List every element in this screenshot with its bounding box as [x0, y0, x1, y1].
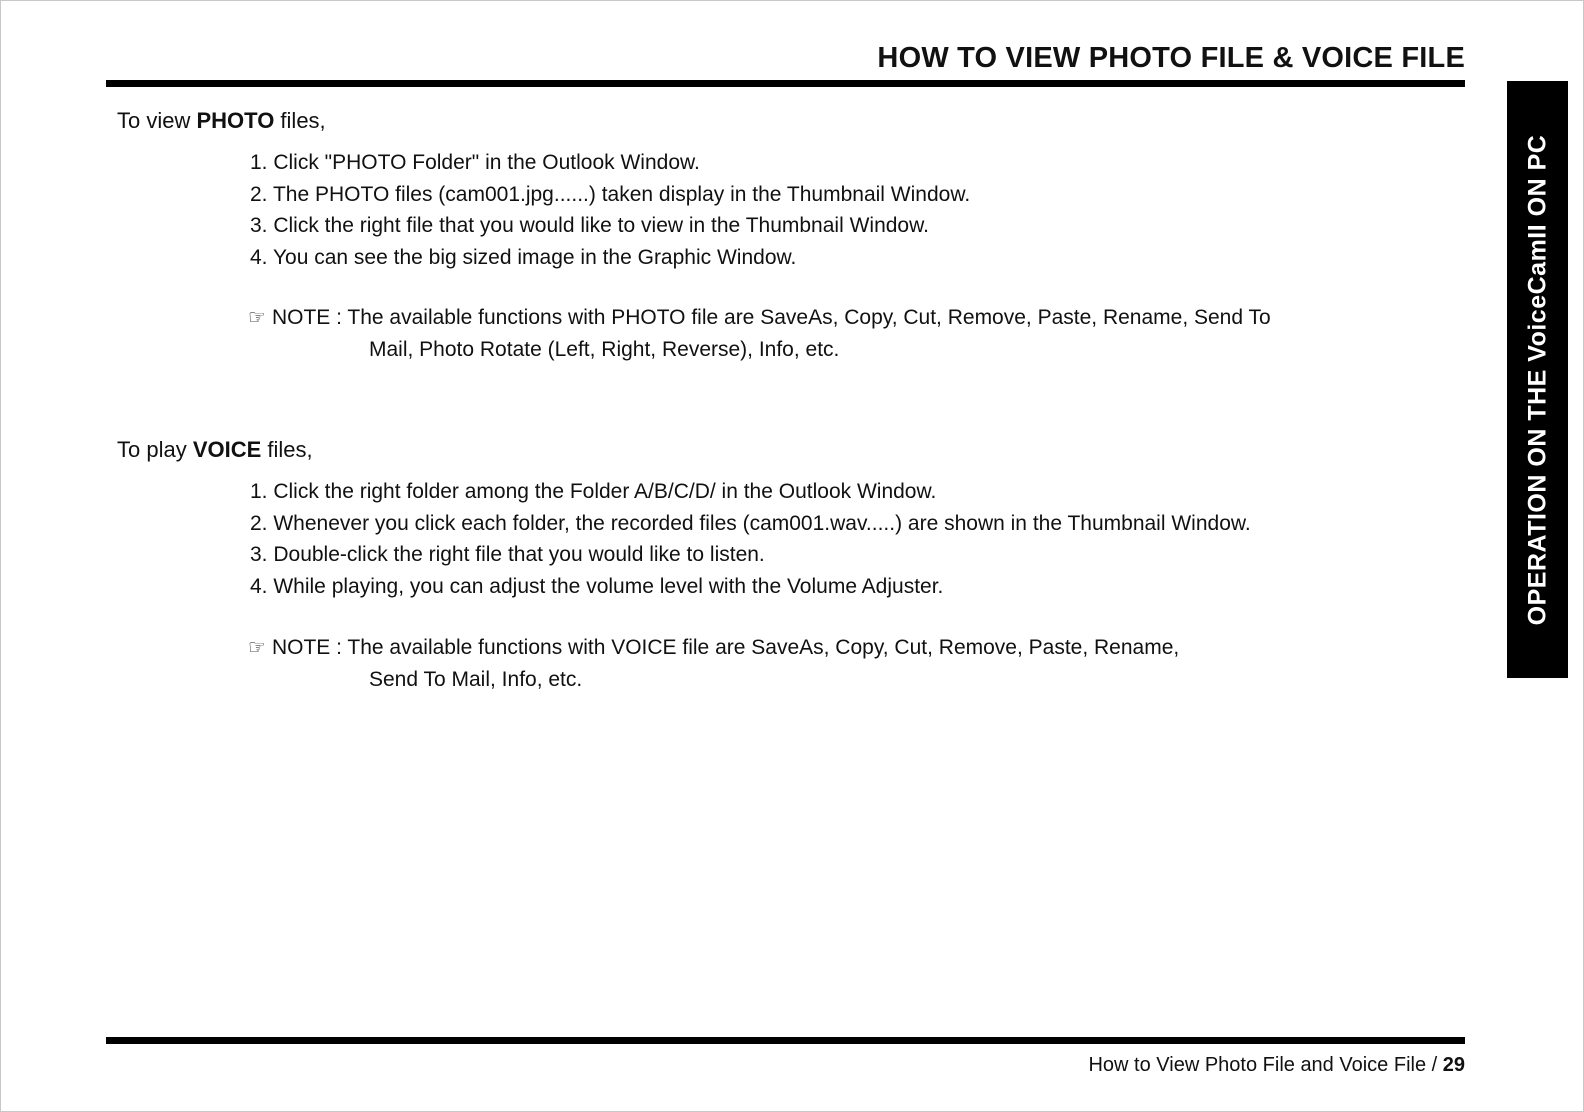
voice-heading-bold: VOICE — [192, 437, 262, 462]
page-title: HOW TO VIEW PHOTO FILE & VOICE FILE — [877, 42, 1465, 74]
photo-heading-suffix: files, — [274, 108, 326, 133]
page-footer — [1088, 1054, 1465, 1077]
voice-heading-prefix: To play — [117, 437, 193, 462]
voice-step: 4. While playing, you can adjust the volume level with the Volume Adjuster. — [250, 574, 944, 598]
photo-step: 1. Click "PHOTO Folder" in the Outlook Window. — [250, 151, 700, 174]
photo-heading-prefix: To view — [117, 108, 197, 133]
photo-step: 2. The PHOTO files (cam001.jpg......) taken display in the Thumbnail Window. — [250, 182, 971, 206]
voice-note-line2: Send To Mail, Info, etc. — [369, 668, 583, 691]
voice-step: 1. Click the right folder among the Folder A/B/C/D/ in the Outlook Window. — [250, 480, 937, 503]
photo-step: 4. You can see the big sized image in the Graphic Window. — [250, 245, 797, 269]
footer-text: How to View Photo File and Voice File / — [1088, 1054, 1443, 1076]
voice-step: 3. Double-click the right file that you would like to listen. — [250, 543, 765, 566]
voice-steps-list — [250, 476, 1251, 602]
photo-section-heading — [117, 108, 326, 134]
photo-steps-list — [250, 147, 970, 273]
voice-heading-suffix: files, — [261, 437, 313, 462]
page-number: 29 — [1442, 1054, 1465, 1076]
footer-rule — [106, 1037, 1465, 1044]
pointing-hand-icon: ☞ — [248, 637, 266, 659]
voice-note-line1 — [248, 632, 1179, 664]
photo-note — [248, 302, 1271, 366]
pointing-hand-icon: ☞ — [248, 307, 266, 329]
photo-step: 3. Click the right file that you would like to view in the Thumbnail Window. — [250, 214, 929, 237]
photo-heading-bold: PHOTO — [196, 108, 275, 133]
header-rule — [106, 80, 1465, 87]
side-tab-label: OPERATION ON THE VoiceCamII ON PC — [1523, 134, 1551, 625]
voice-note — [248, 632, 1179, 696]
photo-note-line1 — [248, 302, 1271, 334]
voice-section-heading — [117, 437, 313, 463]
side-tab — [1507, 81, 1568, 678]
photo-note-text1: NOTE : The available functions with PHOTO file are SaveAs, Copy, Cut, Remove, Paste, Rename, Send To — [271, 306, 1271, 329]
voice-note-text1: NOTE : The available functions with VOICE file are SaveAs, Copy, Cut, Remove, Paste, Rename, — [271, 636, 1180, 659]
voice-step: 2. Whenever you click each folder, the recorded files (cam001.wav.....) are shown in the Thumbnail Window. — [250, 511, 1251, 535]
photo-note-line2: Mail, Photo Rotate (Left, Right, Reverse), Info, etc. — [369, 338, 840, 361]
